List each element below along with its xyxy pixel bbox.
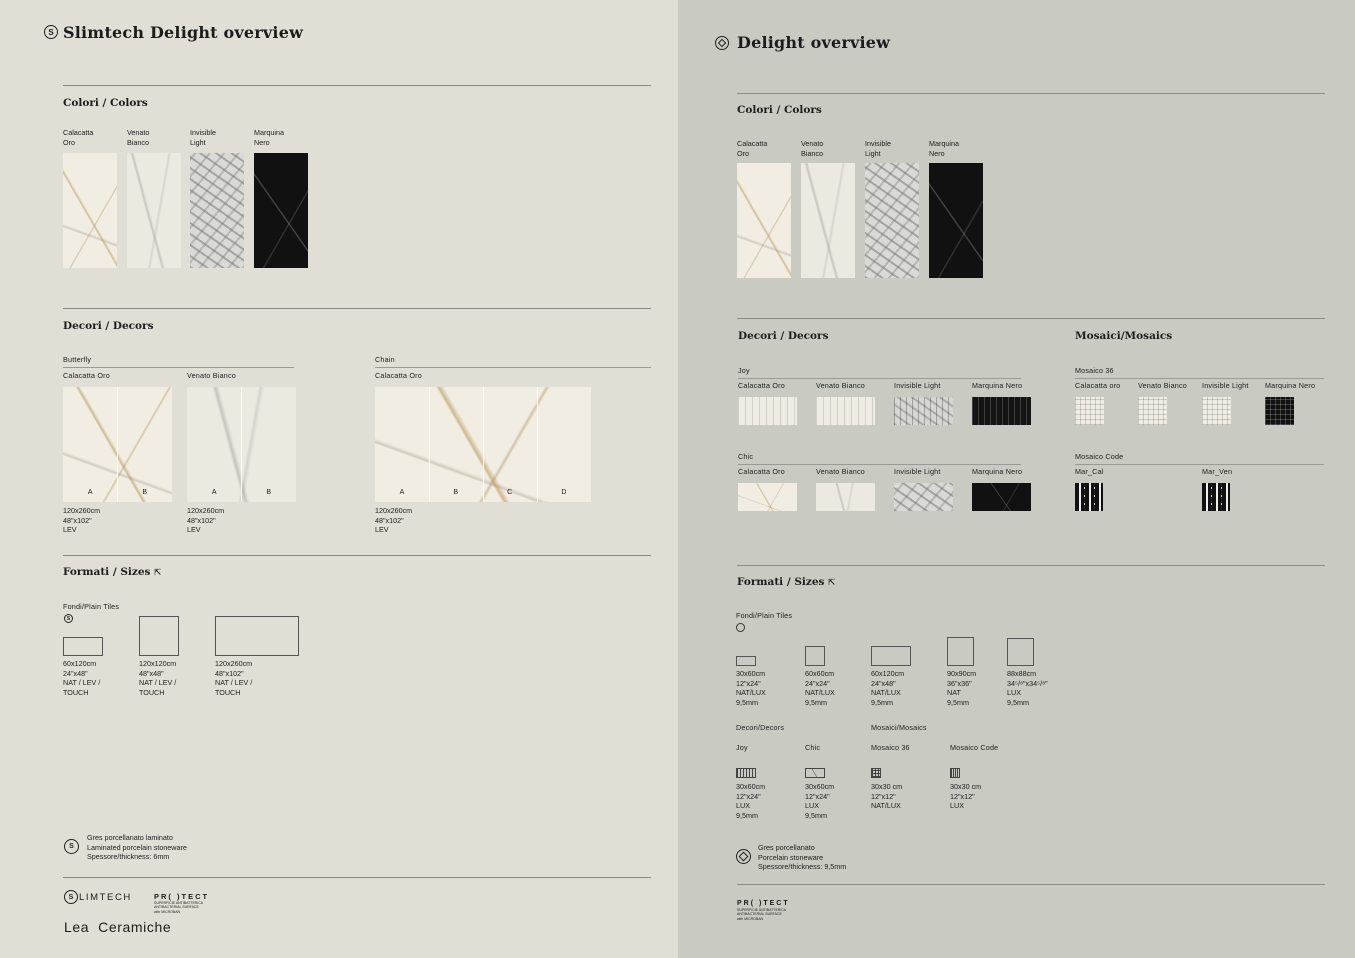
color-swatch (254, 153, 308, 268)
right-page (678, 0, 1355, 958)
mosaico36-tile (1138, 397, 1167, 425)
sizes-heading-text: Formati / Sizes (63, 566, 151, 578)
size-label: 60x120cm 24"x48" NAT / LEV / TOUCH (63, 659, 101, 697)
chic-shape-icon (805, 768, 825, 778)
decors-heading: Decori / Decors (738, 330, 829, 342)
slimtech-logo-icon (64, 890, 78, 904)
mosaico_code-tile (1075, 483, 1103, 511)
tile-seam (241, 387, 242, 502)
color-label: Calacatta Oro (737, 139, 768, 158)
chic-item-name: Venato Bianco (816, 467, 865, 476)
tile-letter: B (266, 489, 272, 496)
size-label: 88x88cm 34⁵/⁸"x34⁵/⁸" LUX 9,5mm (1007, 669, 1048, 707)
tile-letter: A (399, 489, 405, 496)
chic-tile (894, 483, 953, 511)
butterfly-item-name: Venato Bianco (187, 371, 236, 380)
protect-subtext: SUPERFICIE ANTIBATTERICA ANTIBACTERIAL SURFACE with MICROBAN (154, 901, 204, 914)
decor-size-name: Joy (736, 743, 748, 752)
size-label: 120x260cm 48"x102" NAT / LEV / TOUCH (215, 659, 253, 697)
chic-tile (738, 483, 797, 511)
color-swatch (801, 163, 855, 278)
size-shape-60x120 (871, 646, 911, 666)
divider (738, 464, 1021, 465)
size-shape-120x260 (215, 616, 299, 656)
size-shape-88x88 (1007, 638, 1034, 666)
decor-size-name: Mosaico 36 (871, 743, 910, 752)
mosaico36-item-name: Calacatta oro (1075, 381, 1121, 390)
decor-size-label: 30x60cm 12"x24" LUX 9,5mm (805, 782, 835, 820)
divider (738, 378, 1021, 379)
protect-subtext: SUPERFICIE ANTIBATTERICA ANTIBACTERIAL SURFACE with MICROBAN (737, 908, 787, 921)
protect-logo: PR( )TECT (737, 900, 790, 907)
decors-label: Decori/Decors (736, 723, 785, 732)
tile-letter: B (142, 489, 148, 496)
mosaico36-item-name: Venato Bianco (1138, 381, 1187, 390)
joy-shape-icon (736, 768, 756, 778)
chain-item-name: Calacatta Oro (375, 371, 422, 380)
divider (63, 877, 651, 878)
divider (63, 85, 651, 86)
tile-letter: C (507, 489, 513, 496)
chic-tile (816, 483, 875, 511)
mosaico36-tile (1075, 397, 1104, 425)
divider (375, 367, 651, 368)
chic-item-name: Calacatta Oro (738, 467, 785, 476)
divider (737, 884, 1325, 885)
decor-size-label: 30x60cm 12"x24" LUX 9,5mm (736, 782, 766, 820)
tile-letters (187, 489, 296, 496)
mosaico_code-label: Mosaico Code (1075, 452, 1124, 461)
divider (1075, 464, 1324, 465)
divider (1075, 378, 1324, 379)
decors-heading: Decori / Decors (63, 320, 154, 332)
slimtech-logo-text: LIMTECH (79, 891, 132, 903)
resize-icon: ⇱ (828, 578, 836, 588)
sizes-heading-text: Formati / Sizes (737, 576, 825, 588)
butterfly-item-name: Calacatta Oro (63, 371, 110, 380)
joy-item-name: Invisible Light (894, 381, 941, 390)
decor-size-label: 30x30 cm 12"x12" NAT/LUX (871, 782, 903, 810)
divider (63, 555, 651, 556)
butterfly-tile (187, 387, 296, 502)
joy-item-name: Calacatta Oro (738, 381, 785, 390)
joy-tile (738, 397, 797, 425)
size-shape-120x120 (139, 616, 179, 656)
joy-tile (894, 397, 953, 425)
color-swatch (127, 153, 181, 268)
chain-letters (375, 489, 591, 496)
colors-heading: Colori / Colors (63, 97, 148, 109)
chic-item-name: Marquina Nero (972, 467, 1023, 476)
footer-note: Gres porcellanato laminato Laminated porcelain stoneware Spessore/thickness: 6mm (87, 833, 187, 861)
divider (737, 318, 1325, 319)
chic-label: Chic (738, 452, 754, 461)
chain-size: 120x260cm 48"x102" LEV (375, 506, 413, 534)
tile-letter: A (211, 489, 217, 496)
divider (737, 93, 1325, 94)
chain-tile (375, 387, 591, 502)
size-label: 60x60cm 24"x24" NAT/LUX 9,5mm (805, 669, 835, 707)
delight-footer-icon (736, 849, 751, 864)
mosaics-label: Mosaici/Mosaics (871, 723, 927, 732)
size-label: 90x90cm 36"x36" NAT 9,5mm (947, 669, 977, 707)
divider (63, 367, 294, 368)
delight-icon (715, 36, 729, 50)
protect-logo: PR( )TECT (154, 892, 210, 901)
resize-icon: ⇱ (154, 568, 162, 578)
mosaico36-item-name: Invisible Light (1202, 381, 1249, 390)
slimtech-footer-icon-letter: S (69, 843, 74, 850)
color-label: Invisible Light (190, 128, 216, 147)
mosaico36-tile (1265, 397, 1294, 425)
colors-heading: Colori / Colors (737, 104, 822, 116)
mosaico_code-item-name: Mar_Ven (1202, 467, 1233, 476)
joy-tile (816, 397, 875, 425)
color-label: Calacatta Oro (63, 128, 94, 147)
color-swatch (737, 163, 791, 278)
color-swatch (190, 153, 244, 268)
joy-item-name: Venato Bianco (816, 381, 865, 390)
color-label: Marquina Nero (929, 139, 959, 158)
size-shape-60x60 (805, 646, 825, 666)
decor-size-name: Chic (805, 743, 821, 752)
mosaico36-item-name: Marquina Nero (1265, 381, 1316, 390)
page-title: Slimtech Delight overview (63, 23, 304, 42)
decor-size-label: 30x30 cm 12"x12" LUX (950, 782, 982, 810)
slimtech-small-icon (64, 614, 73, 623)
mosaico36-tile (1202, 397, 1231, 425)
size-label: 60x120cm 24"x48" NAT/LUX 9,5mm (871, 669, 905, 707)
slimtech-small-icon-letter: S (66, 615, 71, 622)
tile-letter: D (561, 489, 567, 496)
delight-small-icon (736, 623, 745, 632)
page-title: Delight overview (737, 33, 891, 52)
plain-tiles-label: Fondi/Plain Tiles (736, 611, 793, 620)
slimtech-icon (44, 25, 58, 39)
color-label: Venato Bianco (127, 128, 150, 147)
slimtech-icon-letter: S (48, 27, 54, 37)
color-swatch (929, 163, 983, 278)
sizes-heading (63, 566, 162, 578)
joy-tile (972, 397, 1031, 425)
size-shape-60x120 (63, 637, 103, 656)
mosaico_code-item-name: Mar_Cal (1075, 467, 1104, 476)
chic-tile (972, 483, 1031, 511)
color-label: Marquina Nero (254, 128, 284, 147)
decor-size-name: Mosaico Code (950, 743, 999, 752)
tile-seam (117, 387, 118, 502)
tile-letter: A (87, 489, 93, 496)
tile-letters (63, 489, 172, 496)
color-label: Invisible Light (865, 139, 891, 158)
joy-item-name: Marquina Nero (972, 381, 1023, 390)
color-label: Venato Bianco (801, 139, 824, 158)
color-swatch (63, 153, 117, 268)
divider (63, 308, 651, 309)
brand-name: Lea Ceramiche (64, 919, 172, 935)
footer-note: Gres porcellanato Porcelain stoneware Spessore/thickness: 9,5mm (758, 843, 847, 871)
chain-label: Chain (375, 355, 395, 364)
size-label: 30x60cm 12"x24" NAT/LUX 9,5mm (736, 669, 766, 707)
tile-letter: B (453, 489, 459, 496)
slimtech-footer-icon (64, 839, 79, 854)
mosaico_code-tile (1202, 483, 1230, 511)
chic-item-name: Invisible Light (894, 467, 941, 476)
butterfly-label: Butterfly (63, 355, 92, 364)
size-shape-30x60 (736, 656, 756, 666)
size-label: 120x120cm 48"x48" NAT / LEV / TOUCH (139, 659, 177, 697)
joy-label: Joy (738, 366, 750, 375)
divider (737, 565, 1325, 566)
mosaics-heading: Mosaici/Mosaics (1075, 330, 1173, 342)
mosaic36-shape-icon (871, 768, 881, 778)
mosaico36-label: Mosaico 36 (1075, 366, 1114, 375)
plain-tiles-label: Fondi/Plain Tiles (63, 602, 120, 611)
butterfly-tile (63, 387, 172, 502)
size-shape-90x90 (947, 637, 974, 666)
color-swatch (865, 163, 919, 278)
butterfly-size: 120x260cm 48"x102" LEV (63, 506, 101, 534)
butterfly-size: 120x260cm 48"x102" LEV (187, 506, 225, 534)
sizes-heading (737, 576, 836, 588)
mosaic-code-shape-icon (950, 768, 960, 778)
slimtech-logo-letter: S (68, 893, 74, 901)
slimtech-logo (64, 890, 132, 904)
